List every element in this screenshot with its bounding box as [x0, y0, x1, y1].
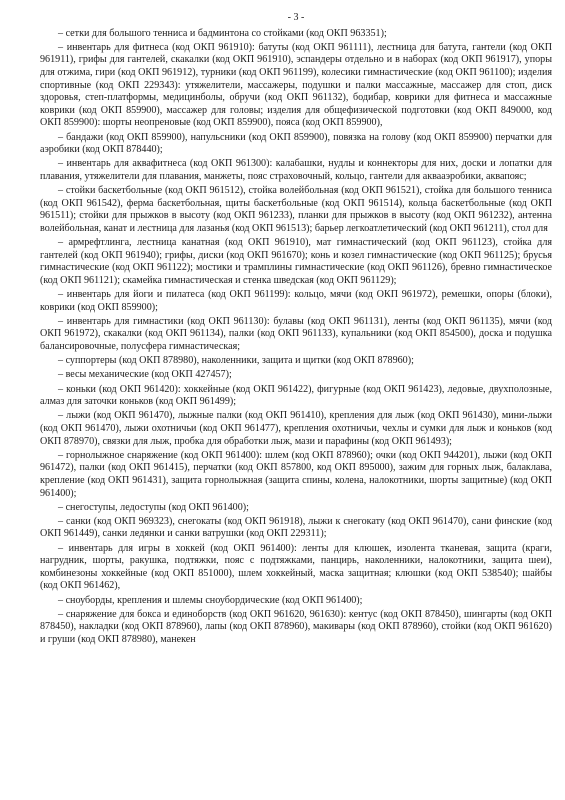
paragraph: – бандажи (код ОКП 859900), напульсники (код ОКП 859900), повязка на голову (код ОКП 859900) перчатки для аэробики (код ОКП 878440); — [40, 131, 552, 156]
paragraph: – инвентарь для аквафитнеса (код ОКП 961300): калабашки, нудлы и коннекторы для них, доски и лопатки для плавания, утяжелители для плавания, манжеты, пояс страховочный, кольцо, гантели для аквааэробики, аквапояс; — [40, 158, 552, 182]
paragraph: – снегоступы, ледоступы (код ОКП 961400); — [58, 501, 249, 513]
paragraph: – инвентарь для гимнастики (код ОКП 961130): булавы (код ОКП 961131), ленты (код ОКП 961135), мячи (код ОКП 961972), скакалки (код ОКП 961134), палки (код ОКП 961133), купальники (код ОКП 854500), доска и подушка балансировочные, полусфера гимнастическая; — [40, 315, 552, 352]
paragraph: – инвентарь для фитнеса (код ОКП 961910): батуты (код ОКП 961111), лестница для батута, гантели (код ОКП 961911), грифы для гантелей, скакалки (код ОКП 961910), эспандеры отдельно и в наборах (код ОКП 961917), упоры для отжима, гири (код ОКП 961912), турники (код ОКП 961199), колесики гимнастические (код ОКП 961100); изделия спортивные (код ОКП 229343): утяжелители, массажеры, подушки и палки массажные, массажер для стоп, диск здоровья, степ-платформы, медицинболы, обручи (код ОКП 961132), бодибар, коврики для фитнеса и массажные коврики (код ОКП 859900), массажер для головы; изделия для общефизической подготовки (код ОКП 849000, код ОКП 859900): шорты неопреновые (код ОКП 859900), пояса (код ОКП 859900), — [40, 41, 552, 129]
paragraph: – весы механические (код ОКП 427457); — [58, 369, 232, 381]
paragraph: – суппортеры (код ОКП 878980), наколенники, защита и щитки (код ОКП 878960); — [58, 355, 414, 367]
paragraph: – сетки для большого тенниса и бадминтона со стойками (код ОКП 963351); — [58, 27, 387, 39]
paragraph: – инвентарь для йоги и пилатеса (код ОКП 961199): кольцо, мячи (код ОКП 961972), ремешки, опоры (блоки), коврики (код ОКП 859900); — [40, 289, 552, 313]
paragraph: – стойки баскетбольные (код ОКП 961512), стойка волейбольная (код ОКП 961521), стойка для большого тенниса (код ОКП 961542), ферма баскетбольная, щиты баскетбольные (код ОКП 961514), кольца баскетбольные (код ОКП 961511); стойки для прыжков в высоту (код ОКП 961233), планки для прыжков в высоту (код ОКП 961232), антенна волейбольная, канат и лестница для лазанья (код ОКП 961513); барьер легкоатлетический (код ОКП 961211), стол для — [40, 185, 552, 234]
paragraph: – армрефтлинга, лестница канатная (код ОКП 961910), мат гимнастический (код ОКП 961123), стойка для гантелей (код ОКП 961940); грифы, диски (код ОКП 961670); конь и козел гимнастические (код ОКП 961125); брусья гимнастические (код ОКП 961122); мостики и трамплины гимнастические (код ОКП 961126), бревно гимнастическое (код ОКП 961121); скамейка гимнастическая и стенка шведская (код ОКП 961129); — [40, 237, 552, 286]
paragraph: – лыжи (код ОКП 961470), лыжные палки (код ОКП 961410), крепления для лыж (код ОКП 961430), мини-лыжи (код ОКП 961470), лыжи охотничьи (код ОКП 961477), крепления охотничьи, чехлы и сумки для лыж и коньков (код ОКП 878970), связки для лыж, пробка для обработки лыж, мази и парафины (код ОКП 961493); — [40, 410, 552, 447]
paragraph: – инвентарь для игры в хоккей (код ОКП 961400): ленты для клюшек, изолента тканевая, защита (краги, нагрудник, шорты, ракушка, подтяжки, пояс с подтяжками, панцирь, наколенники, налокотники, защита шеи), комбинезоны хоккейные (код ОКП 851000), шлем хоккейный, маска защитная; клюшки (код ОКП 538540); шайбы (код ОКП 961462), — [40, 542, 552, 592]
paragraph: – горнолыжное снаряжение (код ОКП 961400): шлем (код ОКП 878960); очки (код ОКП 944201), лыжи (код ОКП 961472), палки (код ОКП 961415), перчатки (код ОКП 857800, код ОКП 895000), зажим для горных лыж, балаклава, крепление (код ОКП 961431), защита горнолыжная (защита спины, колена, налокотники, шорты защитные) (код ОКП 961400); — [40, 449, 552, 499]
paragraph: – санки (код ОКП 969323), снегокаты (код ОКП 961918), лыжи к снегокату (код ОКП 961470), сани финские (код ОКП 961449), санки ледянки и санки ватрушки (код ОКП 229311); — [40, 515, 552, 540]
paragraph: – коньки (код ОКП 961420): хоккейные (код ОКП 961422), фигурные (код ОКП 961423), ледовые, двухполозные, алмаз для заточки коньков (код ОКП 961499); — [40, 383, 552, 408]
document-page — [40, 12, 552, 648]
paragraph: – сноуборды, крепления и шлемы сноубордические (код ОКП 961400); — [58, 594, 363, 606]
paragraph: – снаряжение для бокса и единоборств (код ОКП 961620, 961630): кентус (код ОКП 878450), шингарты (код ОКП 878450), накладки (код ОКП 878960), лапы (код ОКП 878960), макивары (код ОКП 878960), стойки (код ОКП 961620) и груши (код ОКП 878980), манекен — [40, 608, 552, 645]
page-number: - 3 - — [287, 12, 305, 23]
